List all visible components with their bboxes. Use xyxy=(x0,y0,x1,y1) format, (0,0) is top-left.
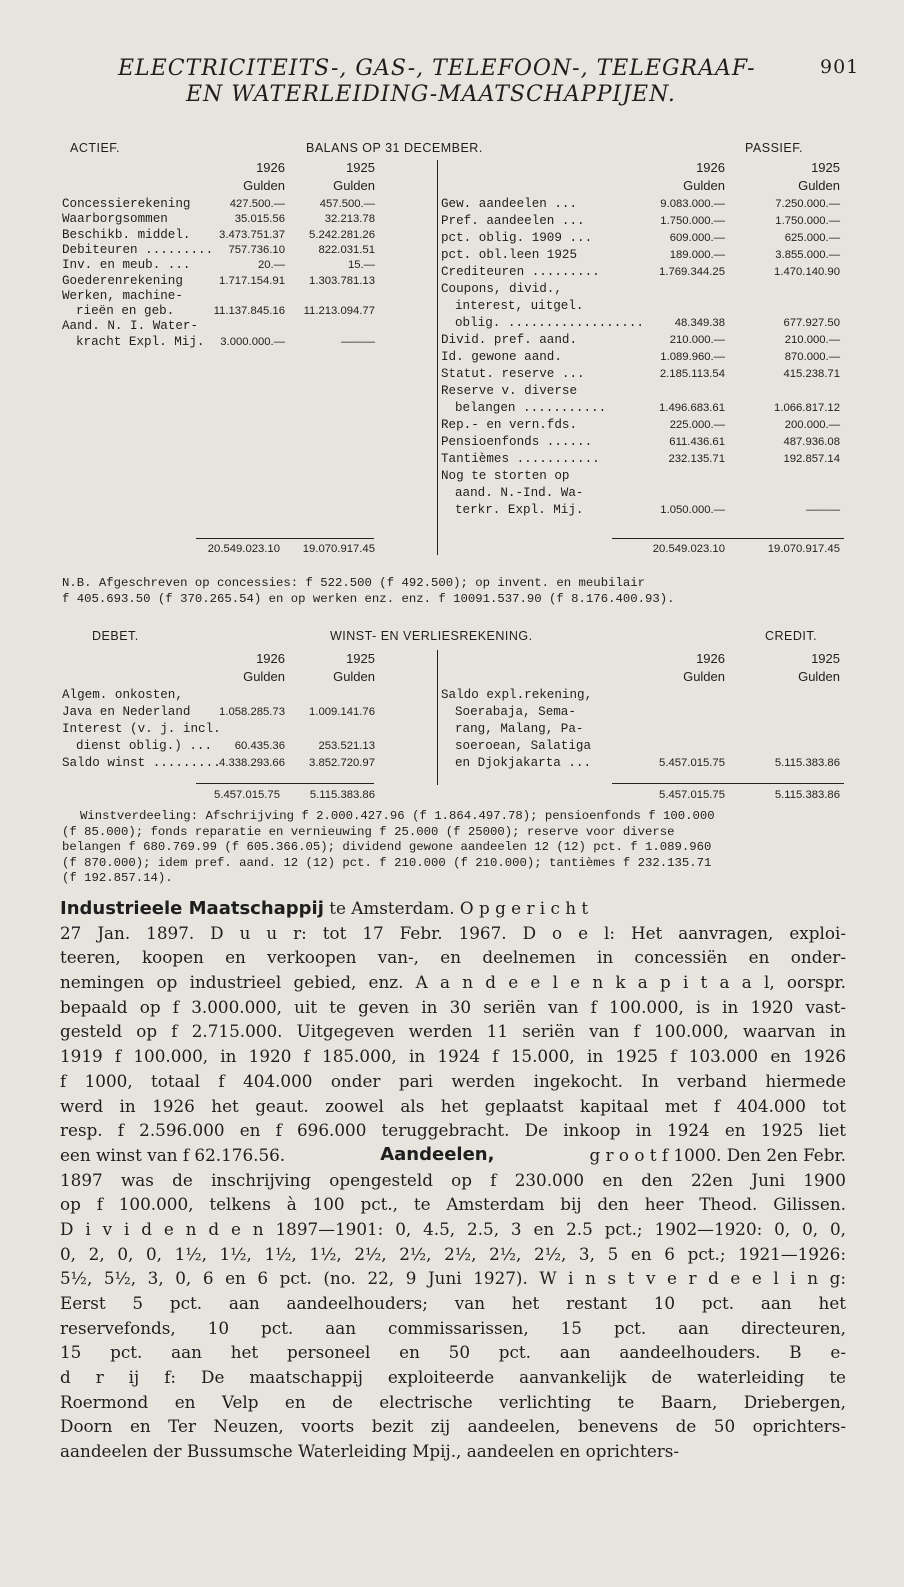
balance-title: BALANS OP 31 DECEMBER. xyxy=(306,141,483,155)
debet-row-label: Interest (v. j. incl. xyxy=(62,722,221,736)
passief-row-value-1925: 1.066.817.12 xyxy=(774,402,840,414)
debet-row-value-1926: 4.338.293.66 xyxy=(219,757,285,769)
passief-row-value-1926: 1.050.000.— xyxy=(660,504,725,516)
credit-row-label: soeroean, Salatiga xyxy=(455,739,592,753)
company-first-line xyxy=(60,896,846,921)
passief-row-value-1926: 232.135.71 xyxy=(668,453,725,465)
actief-row-value-1925: 15.— xyxy=(347,259,375,272)
passief-total-rule xyxy=(612,538,844,539)
debet-row-value-1925: 1.009.141.76 xyxy=(309,706,375,718)
credit-total-rule xyxy=(612,783,844,784)
actief-row-value-1926: 35.015.56 xyxy=(234,213,285,226)
passief-row-label: Reserve v. diverse xyxy=(441,384,578,398)
passief-row-value-1926: 48.349.38 xyxy=(674,317,725,329)
debet-year-1926: 1926 xyxy=(256,651,285,666)
actief-row-label: Inv. en meub. ... xyxy=(62,258,191,273)
credit-row-label: en Djokjakarta ... xyxy=(455,756,592,770)
company-line: 15 pct. aan het personeel en 50 pct. aan aandeelhouders. B e- xyxy=(60,1342,846,1363)
pl-title: WINST- EN VERLIESREKENING. xyxy=(330,629,533,643)
company-line: resp. f 2.596.000 en f 696.000 teruggebracht. De inkoop in 1924 en 1925 liet xyxy=(60,1120,846,1141)
passief-row-value-1926: 189.000.— xyxy=(669,249,725,261)
passief-row-label: Pensioenfonds ...... xyxy=(441,435,593,449)
debet-row-value-1926: 1.058.285.73 xyxy=(219,706,285,718)
credit-row-label: rang, Malang, Pa- xyxy=(455,722,584,736)
actief-year-1926: 1926 xyxy=(256,160,285,175)
passief-year-1926: 1926 xyxy=(696,160,725,175)
debet-row-label: dienst oblig.) ... xyxy=(76,739,213,753)
actief-row-label: Aand. N. I. Water- xyxy=(62,319,199,334)
passief-row-label: Gew. aandeelen ... xyxy=(441,197,578,211)
company-line: gesteld op f 2.715.000. Uitgegeven werden 11 seriën van f 100.000, waarvan in xyxy=(60,1021,846,1042)
debet-row-value-1925: 3.852.720.97 xyxy=(309,757,375,769)
debet-label: DEBET. xyxy=(92,629,139,643)
debet-row-value-1926: 60.435.36 xyxy=(234,740,285,752)
company-line: 1919 f 100.000, in 1920 f 185.000, in 1924 f 15.000, in 1925 f 103.000 en 1926 xyxy=(60,1046,846,1067)
passief-row-label: Rep.- en vern.fds. xyxy=(441,418,578,432)
passief-row-label: oblig. .................. xyxy=(455,316,644,330)
distribution-line: (f 85.000); fonds reparatie en vernieuwing f 25.000 (f 25000); reserve voor diverse xyxy=(62,824,675,839)
credit-total-1926: 5.457.015.75 xyxy=(659,789,725,801)
company-description xyxy=(60,896,846,1464)
company-line: 27 Jan. 1897. D u u r: tot 17 Febr. 1967. D o e l: Het aanvragen, exploi- xyxy=(60,922,846,943)
company-line: Doorn en Ter Neuzen, voorts bezit zij aandeelen, benevens de 50 oprichters- xyxy=(60,1416,846,1437)
passief-row-label: terkr. Expl. Mij. xyxy=(455,503,584,517)
company-line: g r o o t f 1000. Den 2en Febr. xyxy=(589,1144,846,1165)
actief-row-label: rieën en geb. xyxy=(76,304,175,319)
actief-total-1925: 19.070.917.45 xyxy=(302,543,375,555)
header-title-line2: EN WATERLEIDING-MAATSCHAPPIJEN. xyxy=(186,82,676,107)
passief-row-value-1926: 2.185.113.54 xyxy=(659,368,725,380)
actief-row-value-1925: 11.213.094.77 xyxy=(303,305,375,318)
company-line: d r ij f: De maatschappij exploiteerde aanvankelijk de waterleiding te xyxy=(60,1367,846,1388)
actief-row-label: Waarborgsommen xyxy=(62,212,168,227)
passief-row-value-1926: 1.496.683.61 xyxy=(659,402,725,414)
passief-row-value-1925: 1.470.140.90 xyxy=(774,266,840,278)
company-aandeelen-line xyxy=(60,1143,846,1168)
company-line: Eerst 5 pct. aan aandeelhouders; van het restant 10 pct. aan het xyxy=(60,1293,846,1313)
actief-row-value-1926: 3.000.000.— xyxy=(220,335,285,348)
company-line: werd in 1926 het geaut. zoowel als het geplaatst kapitaal met f 404.000 tot xyxy=(60,1095,846,1116)
page-number: 901 xyxy=(820,56,860,78)
debet-row-value-1925: 253.521.13 xyxy=(318,740,375,752)
passief-row-value-1925: 210.000.— xyxy=(784,334,840,346)
debet-unit-1925: Gulden xyxy=(333,669,375,684)
balance-divider xyxy=(437,160,438,555)
passief-total-1925: 19.070.917.45 xyxy=(767,543,840,555)
debet-row-label: Saldo winst ......... xyxy=(62,756,221,770)
actief-row-label: Goederenrekening xyxy=(62,273,183,288)
company-line: f 1000, totaal f 404.000 onder pari werden ingekocht. In verband hiermede xyxy=(60,1070,846,1091)
passief-row-label: pct. obl.leen 1925 xyxy=(441,248,578,262)
passief-row-value-1925: 677.927.50 xyxy=(783,317,840,329)
distribution-line: (f 192.857.14). xyxy=(62,871,173,885)
passief-row-value-1926: 611.436.61 xyxy=(669,436,725,448)
actief-row-value-1925: 32.213.78 xyxy=(324,213,375,226)
debet-total-1925: 5.115.383.86 xyxy=(309,789,375,801)
passief-row-value-1926: 210.000.— xyxy=(669,334,725,346)
credit-year-1925: 1925 xyxy=(811,651,840,666)
passief-row-value-1925: 192.857.14 xyxy=(783,453,840,465)
passief-row-label: Divid. pref. aand. xyxy=(441,333,578,347)
company-line: een winst van f 62.176.56. xyxy=(60,1144,286,1165)
debet-year-1925: 1925 xyxy=(346,651,375,666)
passief-row-value-1925: 415.238.71 xyxy=(783,368,840,380)
credit-year-1926: 1926 xyxy=(696,651,725,666)
actief-row-value-1926: 757.736.10 xyxy=(228,243,285,256)
passief-label: PASSIEF. xyxy=(745,141,803,155)
actief-label: ACTIEF. xyxy=(70,141,121,155)
balance-note-line2: f 405.693.50 (f 370.265.54) en op werken enz. enz. f 10091.537.90 (f 8.176.400.93). xyxy=(62,592,675,606)
passief-row-value-1926: 609.000.— xyxy=(669,232,725,244)
company-line: 5½, 5½, 3, 0, 6 en 6 pct. (no. 22, 9 Juni 1927). W i n s t v e r d e e l i n g: xyxy=(60,1268,846,1289)
passief-row-value-1926: 225.000.— xyxy=(669,419,725,431)
company-line: D i v i d e n d e n 1897—1901: 0, 4.5, 2.5, 3 en 2.5 pct.; 1902—1920: 0, 0, 0, xyxy=(60,1218,846,1239)
passief-row-label: Id. gewone aand. xyxy=(441,350,562,364)
passief-year-1925: 1925 xyxy=(811,160,840,175)
passief-row-label: Crediteuren ......... xyxy=(441,265,600,279)
credit-total-1925: 5.115.383.86 xyxy=(774,789,840,801)
passief-row-label: Tantièmes ........... xyxy=(441,452,600,466)
company-line: te Amsterdam. O p g e r i c h t xyxy=(329,898,589,918)
debet-unit-1926: Gulden xyxy=(243,669,285,684)
actief-row-value-1926: 1.717.154.91 xyxy=(219,274,285,287)
header-title-line1: ELECTRICITEITS-, GAS-, TELEFOON-, TELEGRAAF- xyxy=(118,56,756,81)
passief-unit-1926: Gulden xyxy=(683,178,725,193)
passief-row-value-1925: 3.855.000.— xyxy=(775,249,840,261)
actief-total-1926: 20.549.023.10 xyxy=(207,543,280,555)
credit-label: CREDIT. xyxy=(765,629,818,643)
company-line: aandeelen der Bussumsche Waterleiding Mpij., aandeelen en oprichters- xyxy=(60,1441,680,1462)
passief-row-label: interest, uitgel. xyxy=(455,299,584,313)
actief-row-value-1925: 5.242.281.26 xyxy=(309,228,375,241)
actief-unit-1926: Gulden xyxy=(243,178,285,193)
passief-row-value-1925: ——— xyxy=(806,504,840,516)
pl-divider xyxy=(437,650,438,785)
distribution-line: belangen f 680.769.99 (f 605.366.05); dividend gewone aandeelen 12 (12) pct. f 1.089.960 xyxy=(62,840,712,854)
actief-unit-1925: Gulden xyxy=(333,178,375,193)
passief-row-label: pct. oblig. 1909 ... xyxy=(441,231,593,245)
passief-row-label: aand. N.-Ind. Wa- xyxy=(455,486,584,500)
debet-row-label: Algem. onkosten, xyxy=(62,688,183,702)
passief-row-label: Coupons, divid., xyxy=(441,282,562,296)
passief-row-label: Nog te storten op xyxy=(441,469,570,483)
actief-total-rule xyxy=(196,538,374,539)
company-name: Industrieele Maatschappij xyxy=(60,898,324,919)
actief-row-value-1925: 457.500.— xyxy=(319,198,375,210)
passief-row-value-1925: 625.000.— xyxy=(784,232,840,244)
passief-row-label: belangen ........... xyxy=(455,401,607,415)
passief-row-value-1925: 200.000.— xyxy=(784,419,840,431)
passief-row-value-1925: 487.936.08 xyxy=(783,436,840,448)
company-line: 1897 was de inschrijving opengesteld op f 230.000 en den 22en Juni 1900 xyxy=(60,1169,846,1190)
actief-row-value-1926: 3.473.751.37 xyxy=(219,228,285,241)
company-line: reservefonds, 10 pct. aan commissarissen, 15 pct. aan directeuren, xyxy=(60,1317,846,1338)
actief-row-value-1925: 822.031.51 xyxy=(318,243,375,256)
actief-row-label: Beschikb. middel. xyxy=(62,227,191,242)
passief-row-value-1925: 7.250.000.— xyxy=(775,198,840,210)
debet-total-rule xyxy=(196,783,374,784)
distribution-line: Winstverdeeling: Afschrijving f 2.000.427.96 (f 1.864.497.78); pensioenfonds f 100.000 xyxy=(80,809,715,823)
credit-row-label: Saldo expl.rekening, xyxy=(441,688,593,702)
passief-row-value-1925: 870.000.— xyxy=(784,351,840,363)
passief-row-label: Statut. reserve ... xyxy=(441,367,585,381)
company-line: bepaald op f 3.000.000, uit te geven in 30 seriën van f 100.000, is in 1920 vast- xyxy=(60,996,846,1017)
passief-row-value-1926: 1.769.344.25 xyxy=(659,266,725,278)
passief-row-value-1925: 1.750.000.— xyxy=(775,215,840,227)
credit-unit-1926: Gulden xyxy=(683,669,725,684)
actief-row-value-1925: 1.303.781.13 xyxy=(309,274,375,287)
actief-row-label: Concessierekening xyxy=(62,197,191,211)
distribution-line: (f 870.000); idem pref. aand. 12 (12) pct. f 210.000 (f 210.000); tantièmes f 232.135.71 xyxy=(62,855,712,870)
actief-row-value-1926: 11.137.845.16 xyxy=(213,305,285,318)
balance-note-line1: N.B. Afgeschreven op concessies: f 522.500 (f 492.500); op invent. en meubilair xyxy=(62,576,645,590)
credit-unit-1925: Gulden xyxy=(798,669,840,684)
debet-total-1926: 5.457.015.75 xyxy=(214,789,280,801)
company-line: Roermond en Velp en de electrische verlichting te Baarn, Driebergen, xyxy=(60,1391,846,1412)
actief-row-value-1926: 20.— xyxy=(257,259,285,272)
credit-row-value-1925: 5.115.383.86 xyxy=(774,757,840,769)
debet-row-label: Java en Nederland xyxy=(62,705,191,719)
actief-row-label: kracht Expl. Mij. xyxy=(76,334,205,349)
actief-row-label: Werken, machine- xyxy=(62,288,183,303)
company-line: 0, 2, 0, 0, 1½, 1½, 1½, 1½, 2½, 2½, 2½, 2½, 2½, 3, 5 en 6 pct.; 1921—1926: xyxy=(60,1243,846,1264)
passief-row-label: Pref. aandeelen ... xyxy=(441,214,585,228)
credit-row-label: Soerabaja, Sema- xyxy=(455,705,576,719)
actief-row-label: Debiteuren ......... xyxy=(62,242,214,257)
passief-unit-1925: Gulden xyxy=(798,178,840,193)
company-line: teeren, koopen en verkoopen van-, en deelnemen in concessiën en onder- xyxy=(60,947,846,968)
passief-row-value-1926: 1.750.000.— xyxy=(660,215,725,227)
actief-row-value-1926: 427.500.— xyxy=(229,198,285,210)
passief-total-1926: 20.549.023.10 xyxy=(652,543,725,555)
passief-row-value-1926: 1.089.960.— xyxy=(660,351,725,363)
actief-year-1925: 1925 xyxy=(346,160,375,175)
actief-row-value-1925: ——— xyxy=(341,335,375,348)
credit-row-value-1926: 5.457.015.75 xyxy=(659,757,725,769)
company-line: nemingen op industrieel gebied, enz. A a n d e e l e n k a p i t a a l, oorspr. xyxy=(60,972,846,993)
aandeelen-heading: Aandeelen, xyxy=(380,1143,495,1165)
passief-row-value-1926: 9.083.000.— xyxy=(660,198,725,210)
company-line: op f 100.000, telkens à 100 pct., te Amsterdam bij den heer Theod. Gilissen. xyxy=(60,1194,846,1215)
